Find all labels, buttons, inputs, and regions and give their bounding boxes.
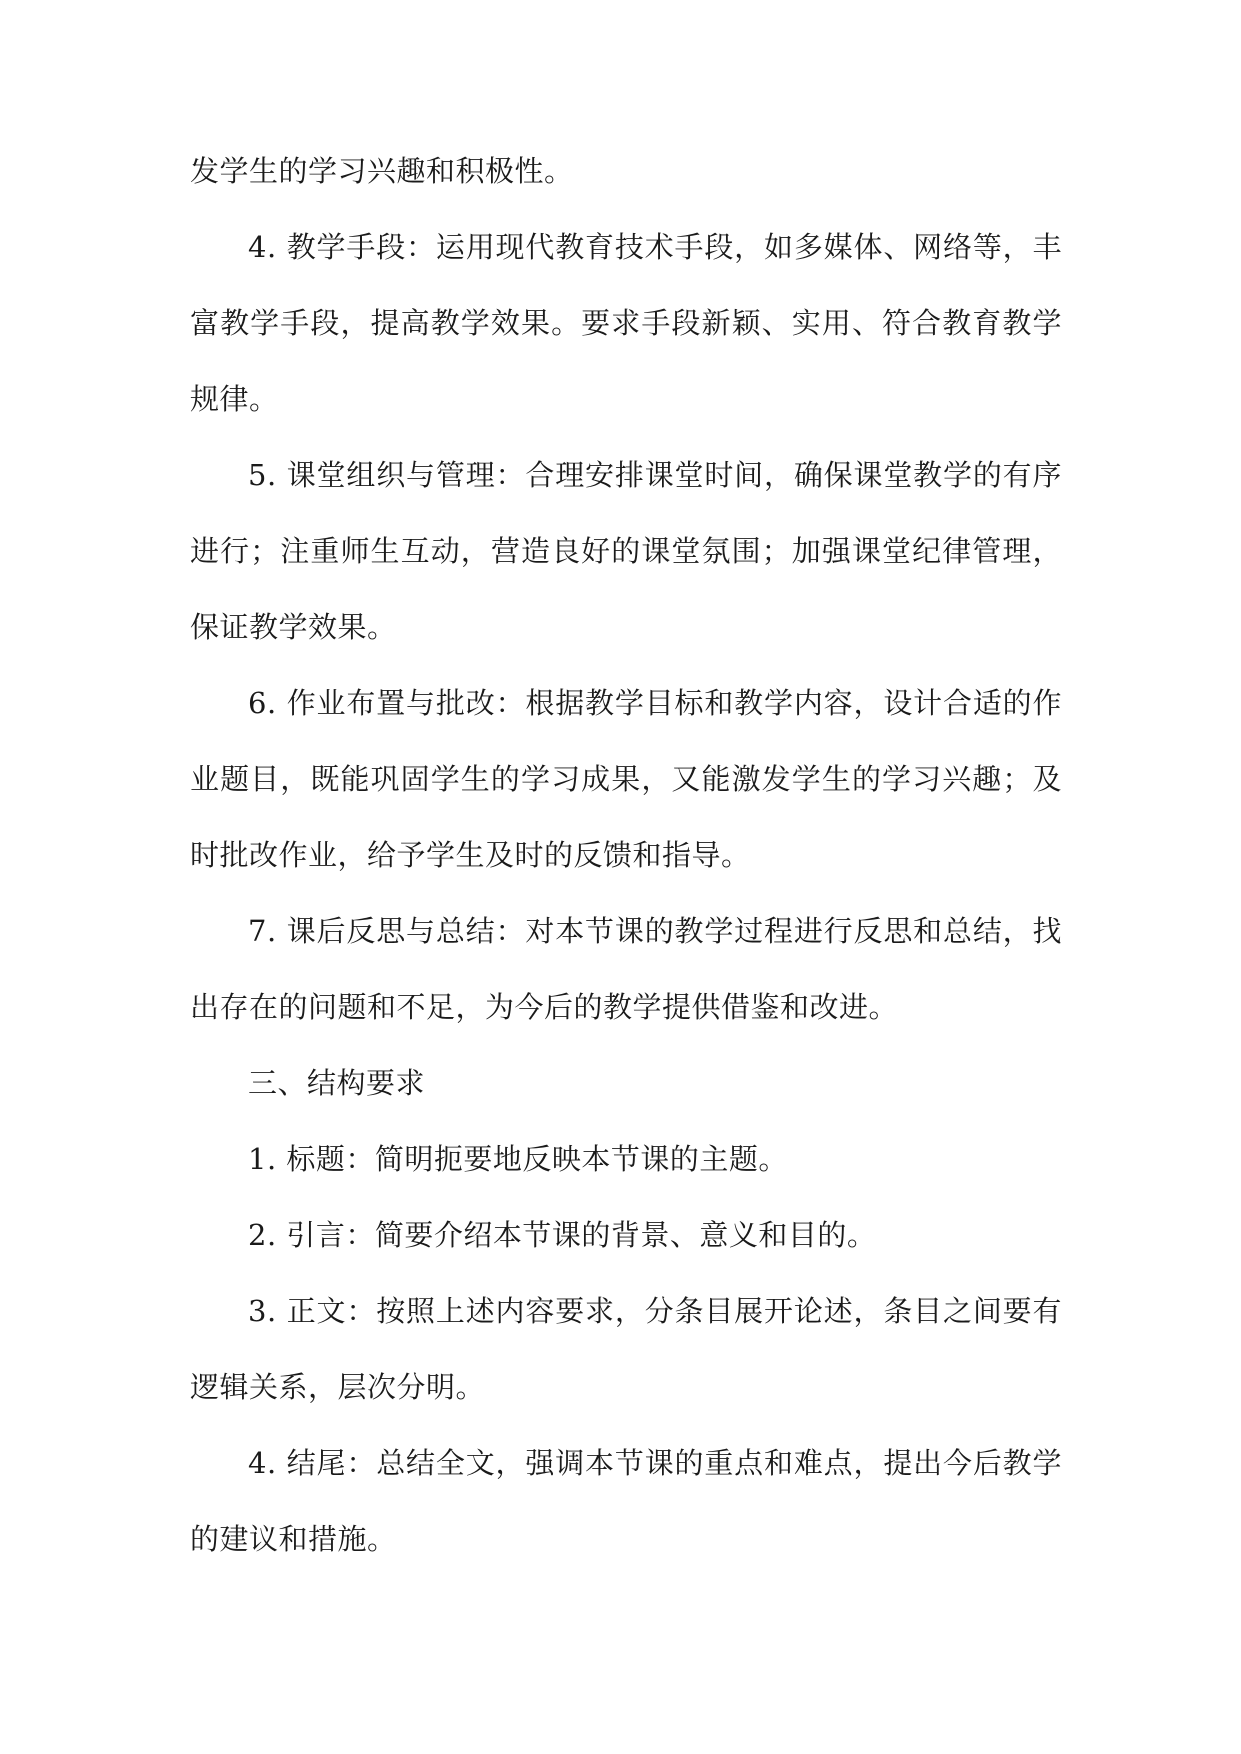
paragraph-reflection: 7. 课后反思与总结：对本节课的教学过程进行反思和总结，找出存在的问题和不足，为今后的教学提供借鉴和改进。	[190, 914, 1062, 1024]
paragraph-conclusion-requirement: 4. 结尾：总结全文，强调本节课的重点和难点，提出今后教学的建议和措施。	[190, 1446, 1062, 1556]
paragraph-classroom-management: 5. 课堂组织与管理：合理安排课堂时间，确保课堂教学的有序进行；注重师生互动，营造良好的课堂氛围；加强课堂纪律管理，保证教学效果。	[190, 458, 1062, 644]
paragraph-teaching-means: 4. 教学手段：运用现代教育技术手段，如多媒体、网络等，丰富教学手段，提高教学效果。要求手段新颖、实用、符合教育教学规律。	[190, 230, 1062, 416]
paragraph-title-requirement: 1. 标题：简明扼要地反映本节课的主题。	[248, 1142, 788, 1176]
paragraph-homework: 6. 作业布置与批改：根据教学目标和教学内容，设计合适的作业题目，既能巩固学生的学习成果，又能激发学生的学习兴趣；及时批改作业，给予学生及时的反馈和指导。	[190, 686, 1062, 872]
section-heading-structure: 三、结构要求	[248, 1066, 426, 1100]
paragraph-continuation: 发学生的学习兴趣和积极性。	[190, 154, 574, 188]
paragraph-introduction-requirement: 2. 引言：简要介绍本节课的背景、意义和目的。	[248, 1218, 877, 1252]
paragraph-body-requirement: 3. 正文：按照上述内容要求，分条目展开论述，条目之间要有逻辑关系，层次分明。	[190, 1294, 1062, 1404]
document-body	[190, 133, 1062, 1577]
